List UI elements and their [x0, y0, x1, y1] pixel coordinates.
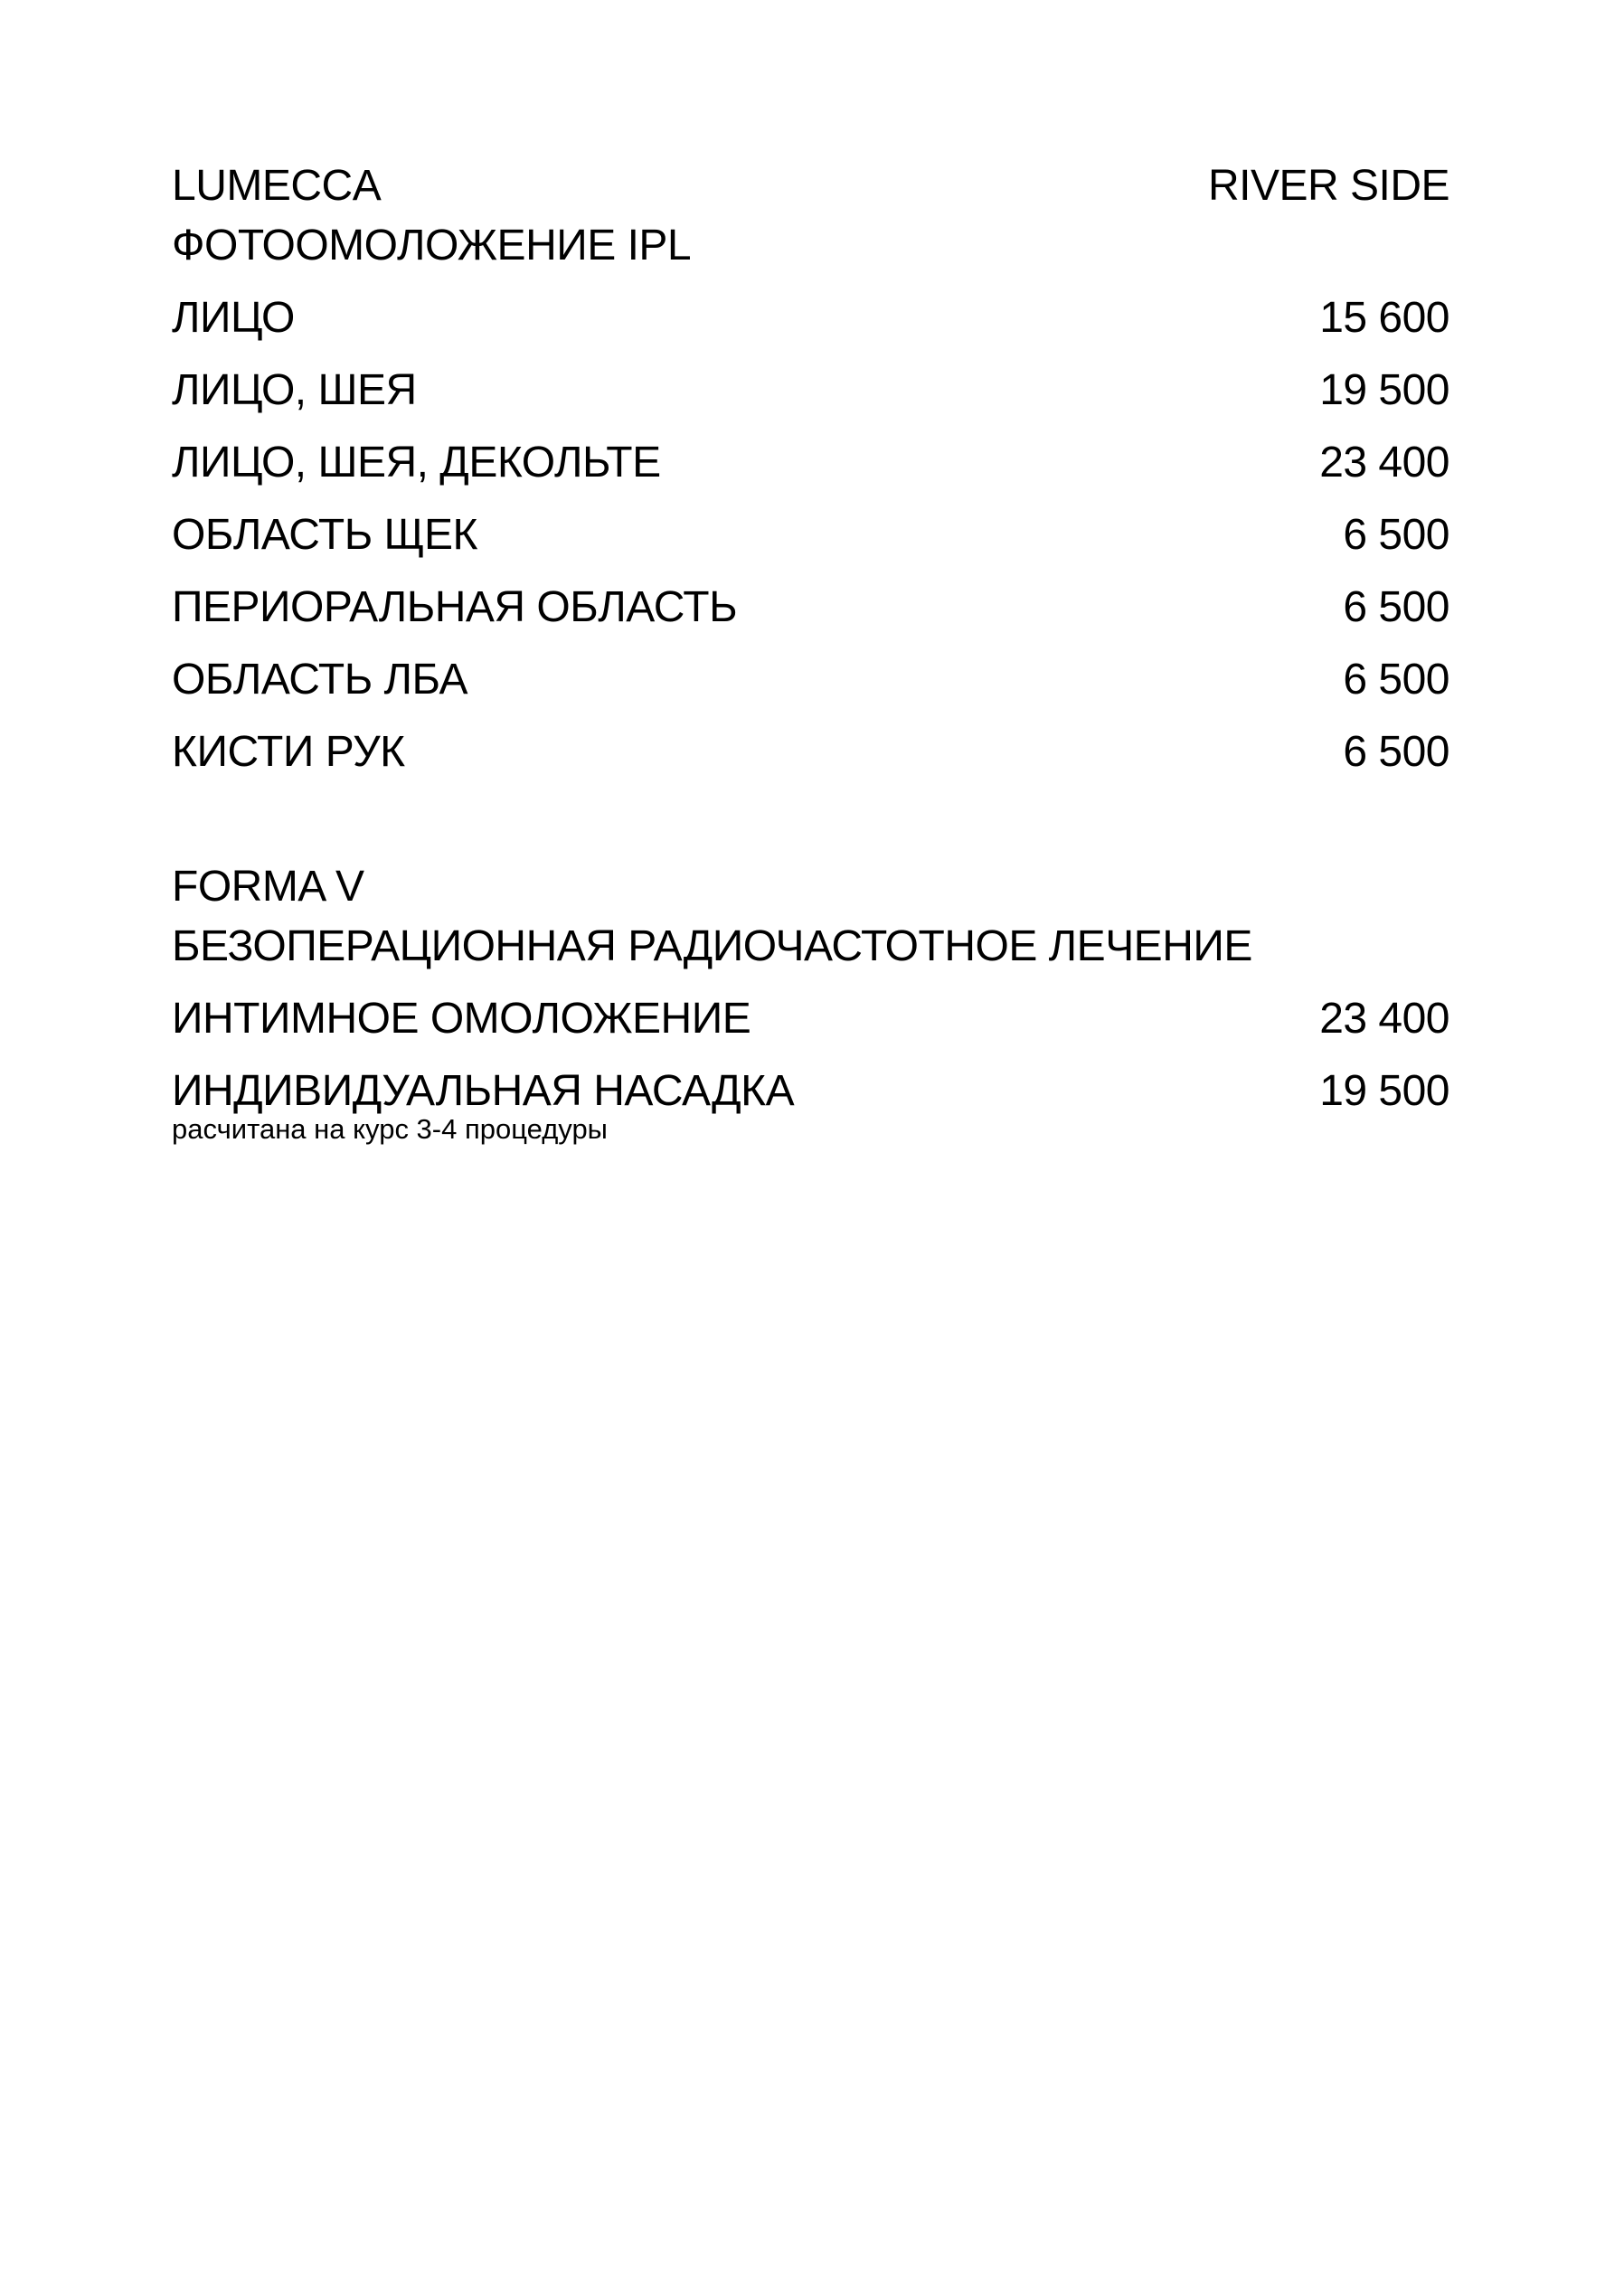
service-price: 19 500 — [1319, 1067, 1449, 1115]
service-label: КИСТИ РУК — [172, 728, 405, 776]
service-price: 19 500 — [1319, 366, 1449, 414]
section-header-row — [172, 162, 1449, 224]
price-row — [172, 1067, 1449, 1145]
service-label: ЛИЦО, ШЕЯ — [172, 366, 417, 414]
service-label: ИНДИВИДУАЛЬНАЯ НАСАДКА — [172, 1067, 795, 1115]
service-price: 6 500 — [1343, 656, 1449, 704]
service-label: ИНТИМНОЕ ОМОЛОЖЕНИЕ — [172, 995, 751, 1043]
price-row — [172, 511, 1449, 586]
service-price: 6 500 — [1343, 511, 1449, 559]
price-row — [172, 294, 1449, 369]
section-forma-v — [172, 863, 1449, 1145]
service-label: ОБЛАСТЬ ЩЕК — [172, 511, 477, 559]
service-label: ПЕРИОРАЛЬНАЯ ОБЛАСТЬ — [172, 583, 738, 631]
section-subtitle: БЕЗОПЕРАЦИОННАЯ РАДИОЧАСТОТНОЕ ЛЕЧЕНИЕ — [172, 922, 1252, 970]
service-label: ОБЛАСТЬ ЛБА — [172, 656, 467, 704]
section-subtitle-row — [172, 224, 1449, 297]
price-row — [172, 583, 1449, 658]
section-subtitle-row — [172, 922, 1449, 997]
price-list-content — [172, 162, 1449, 1145]
service-price: 23 400 — [1319, 995, 1449, 1043]
price-row — [172, 441, 1449, 514]
section-title: FORMA V — [172, 863, 364, 911]
service-label: ЛИЦО, ШЕЯ, ДЕКОЛЬТЕ — [172, 439, 661, 486]
price-column-header: RIVER SIDE — [1207, 162, 1449, 210]
section-subtitle: ФОТООМОЛОЖЕНИЕ IPL — [172, 222, 692, 269]
service-price: 6 500 — [1343, 728, 1449, 776]
price-row — [172, 658, 1449, 731]
service-price: 23 400 — [1319, 439, 1449, 486]
service-price: 6 500 — [1343, 583, 1449, 631]
section-header-row — [172, 865, 1449, 925]
service-label: ЛИЦО — [172, 294, 295, 342]
section-lumecca — [172, 162, 1449, 803]
price-row — [172, 366, 1449, 441]
price-row — [172, 728, 1449, 803]
service-price: 15 600 — [1319, 294, 1449, 342]
price-row — [172, 997, 1449, 1070]
service-label-stack — [172, 1067, 795, 1146]
service-note: расчитана на курс 3-4 процедуры — [172, 1113, 608, 1145]
section-title: LUMECCA — [172, 162, 382, 210]
